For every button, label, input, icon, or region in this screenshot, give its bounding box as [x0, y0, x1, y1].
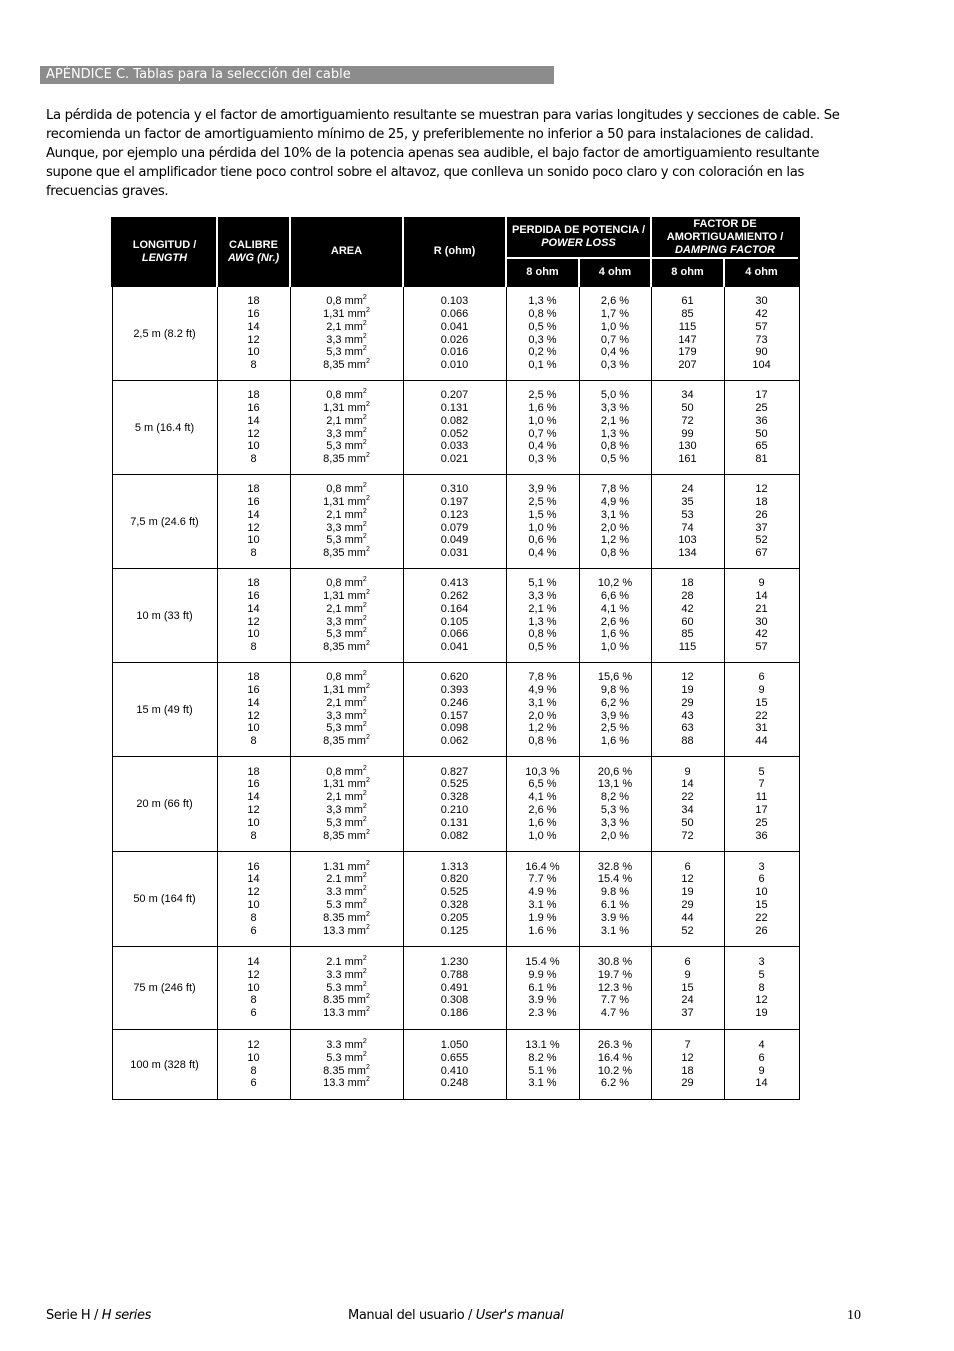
damping-4ohm-cell: 17 25 36 50 65 81: [724, 381, 799, 475]
damping-4ohm-cell: 6 9 15 22 31 44: [724, 663, 799, 757]
awg-cell: 18 16 14 12 10 8: [217, 663, 290, 757]
header-area: AREA: [290, 217, 403, 287]
table-row: [112, 1030, 799, 1100]
damping-4ohm-cell: 4 6 9 14: [724, 1030, 799, 1100]
resistance-cell: 0.413 0.262 0.164 0.105 0.066 0.041: [403, 569, 506, 663]
cable-selection-table: [111, 217, 800, 1100]
header-gauge: CALIBRE AWG (Nr.): [217, 217, 290, 287]
power-loss-4ohm-cell: 32.8 % 15.4 % 9.8 % 6.1 % 3.9 % 3.1 %: [579, 852, 651, 947]
awg-cell: 16 14 12 10 8 6: [217, 852, 290, 947]
damping-8ohm-cell: 34 50 72 99 130 161: [651, 381, 724, 475]
damping-8ohm-cell: 6 9 15 24 37: [651, 947, 724, 1030]
damping-4ohm-cell: 30 42 57 73 90 104: [724, 287, 799, 381]
power-loss-8ohm-cell: 15.4 % 9.9 % 6.1 % 3.9 % 2.3 %: [506, 947, 579, 1030]
table-body: [112, 287, 799, 1100]
length-cell: 2,5 m (8.2 ft): [112, 287, 217, 381]
area-cell: 3.3 $mm^2$ 5.3 $mm^2$ 8.35 $mm^2$ 13.3 $mm^2$: [290, 1030, 403, 1100]
area-cell: 1.31 $mm^2$ 2.1 $mm^2$ 3.3 $mm^2$ 5.3 $mm^2$ 8.35 $mm^2$ 13.3 $mm^2$: [290, 852, 403, 947]
power-loss-8ohm-cell: 1,3 % 0,8 % 0,5 % 0,3 % 0,2 % 0,1 %: [506, 287, 579, 381]
damping-8ohm-cell: 12 19 29 43 63 88: [651, 663, 724, 757]
intro-paragraph: La pérdida de potencia y el factor de amortiguamiento resultante se muestran para varias longitudes y secciones de cable. Se recomienda un factor de amortiguamiento mínimo de 25, y preferiblemente no inferior a 50 para instalaciones de calidad. Aunque, por ejemplo una pérdida del 10% de la potencia apenas sea audible, el bajo factor de amortiguamiento resultante supone que el amplificador tiene poco control sobre el altavoz, que conlleva un sonido poco claro y con coloración en las frecuencias graves.: [46, 108, 840, 199]
resistance-cell: 1.050 0.655 0.410 0.248: [403, 1030, 506, 1100]
damping-8ohm-cell: 7 12 18 29: [651, 1030, 724, 1100]
damping-8ohm-cell: 24 35 53 74 103 134: [651, 475, 724, 569]
damping-8ohm-cell: 18 28 42 60 85 115: [651, 569, 724, 663]
damping-4ohm-cell: 12 18 26 37 52 67: [724, 475, 799, 569]
power-loss-4ohm-cell: 20,6 % 13,1 % 8,2 % 5,3 % 3,3 % 2,0 %: [579, 757, 651, 852]
damping-8ohm-cell: 9 14 22 34 50 72: [651, 757, 724, 852]
area-cell: 0,8 $mm^2$ 1,31 $mm^2$ 2,1 $mm^2$ 3,3 $mm^2$ 5,3 $mm^2$ 8,35 $mm^2$: [290, 663, 403, 757]
section-title: APÉNDICE C. Tablas para la selección del cable: [40, 66, 554, 84]
table-row: [112, 287, 799, 381]
resistance-cell: 0.310 0.197 0.123 0.079 0.049 0.031: [403, 475, 506, 569]
resistance-cell: 0.827 0.525 0.328 0.210 0.131 0.082: [403, 757, 506, 852]
damping-4ohm-cell: 9 14 21 30 42 57: [724, 569, 799, 663]
power-loss-8ohm-cell: 2,5 % 1,6 % 1,0 % 0,7 % 0,4 % 0,3 %: [506, 381, 579, 475]
length-cell: 10 m (33 ft): [112, 569, 217, 663]
power-loss-4ohm-cell: 26.3 % 16.4 % 10.2 % 6.2 %: [579, 1030, 651, 1100]
table-row: [112, 663, 799, 757]
footer-manual: Manual del usuario / User's manual: [348, 1308, 564, 1323]
resistance-cell: 0.207 0.131 0.082 0.052 0.033 0.021: [403, 381, 506, 475]
area-cell: 0,8 $mm^2$ 1,31 $mm^2$ 2,1 $mm^2$ 3,3 $mm^2$ 5,3 $mm^2$ 8,35 $mm^2$: [290, 475, 403, 569]
length-cell: 20 m (66 ft): [112, 757, 217, 852]
power-loss-8ohm-cell: 3,9 % 2,5 % 1,5 % 1,0 % 0,6 % 0,4 %: [506, 475, 579, 569]
power-loss-4ohm-cell: 30.8 % 19.7 % 12.3 % 7.7 % 4.7 %: [579, 947, 651, 1030]
length-cell: 5 m (16.4 ft): [112, 381, 217, 475]
awg-cell: 18 16 14 12 10 8: [217, 287, 290, 381]
footer-series: Serie H / H series: [46, 1308, 151, 1323]
header-power-loss-4ohm: 4 ohm: [579, 258, 651, 287]
table-row: [112, 757, 799, 852]
area-cell: 0,8 $mm^2$ 1,31 $mm^2$ 2,1 $mm^2$ 3,3 $mm^2$ 5,3 $mm^2$ 8,35 $mm^2$: [290, 757, 403, 852]
header-resistance: R (ohm): [403, 217, 506, 287]
awg-cell: 14 12 10 8 6: [217, 947, 290, 1030]
power-loss-4ohm-cell: 2,6 % 1,7 % 1,0 % 0,7 % 0,4 % 0,3 %: [579, 287, 651, 381]
power-loss-4ohm-cell: 7,8 % 4,9 % 3,1 % 2,0 % 1,2 % 0,8 %: [579, 475, 651, 569]
length-cell: 75 m (246 ft): [112, 947, 217, 1030]
awg-cell: 18 16 14 12 10 8: [217, 381, 290, 475]
length-cell: 100 m (328 ft): [112, 1030, 217, 1100]
area-cell: 0,8 $mm^2$ 1,31 $mm^2$ 2,1 $mm^2$ 3,3 $mm^2$ 5,3 $mm^2$ 8,35 $mm^2$: [290, 381, 403, 475]
area-cell: 2.1 $mm^2$ 3.3 $mm^2$ 5.3 $mm^2$ 8.35 $mm^2$ 13.3 $mm^2$: [290, 947, 403, 1030]
power-loss-8ohm-cell: 16.4 % 7.7 % 4.9 % 3.1 % 1.9 % 1.6 %: [506, 852, 579, 947]
page-number: 10: [847, 1308, 861, 1323]
length-cell: 15 m (49 ft): [112, 663, 217, 757]
header-length: LONGITUD / LENGTH: [112, 217, 217, 287]
power-loss-8ohm-cell: 13.1 % 8.2 % 5.1 % 3.1 %: [506, 1030, 579, 1100]
table-row: [112, 569, 799, 663]
area-cell: 0,8 $mm^2$ 1,31 $mm^2$ 2,1 $mm^2$ 3,3 $mm^2$ 5,3 $mm^2$ 8,35 $mm^2$: [290, 287, 403, 381]
resistance-cell: 1.313 0.820 0.525 0.328 0.205 0.125: [403, 852, 506, 947]
awg-cell: 18 16 14 12 10 8: [217, 757, 290, 852]
header-damping-factor: FACTOR DE AMORTIGUAMIENTO / DAMPING FACTOR: [651, 217, 799, 258]
damping-8ohm-cell: 61 85 115 147 179 207: [651, 287, 724, 381]
length-cell: 7,5 m (24.6 ft): [112, 475, 217, 569]
damping-4ohm-cell: 3 5 8 12 19: [724, 947, 799, 1030]
header-power-loss-8ohm: 8 ohm: [506, 258, 579, 287]
awg-cell: 18 16 14 12 10 8: [217, 569, 290, 663]
table-row: [112, 947, 799, 1030]
power-loss-4ohm-cell: 15,6 % 9,8 % 6,2 % 3,9 % 2,5 % 1,6 %: [579, 663, 651, 757]
table-row: [112, 475, 799, 569]
power-loss-8ohm-cell: 10,3 % 6,5 % 4,1 % 2,6 % 1,6 % 1,0 %: [506, 757, 579, 852]
table-row: [112, 852, 799, 947]
power-loss-8ohm-cell: 5,1 % 3,3 % 2,1 % 1,3 % 0,8 % 0,5 %: [506, 569, 579, 663]
header-damping-8ohm: 8 ohm: [651, 258, 724, 287]
power-loss-8ohm-cell: 7,8 % 4,9 % 3,1 % 2,0 % 1,2 % 0,8 %: [506, 663, 579, 757]
resistance-cell: 1.230 0.788 0.491 0.308 0.186: [403, 947, 506, 1030]
power-loss-4ohm-cell: 10,2 % 6,6 % 4,1 % 2,6 % 1,6 % 1,0 %: [579, 569, 651, 663]
damping-8ohm-cell: 6 12 19 29 44 52: [651, 852, 724, 947]
damping-4ohm-cell: 5 7 11 17 25 36: [724, 757, 799, 852]
resistance-cell: 0.103 0.066 0.041 0.026 0.016 0.010: [403, 287, 506, 381]
length-cell: 50 m (164 ft): [112, 852, 217, 947]
awg-cell: 12 10 8 6: [217, 1030, 290, 1100]
header-damping-4ohm: 4 ohm: [724, 258, 799, 287]
table-row: [112, 381, 799, 475]
area-cell: 0,8 $mm^2$ 1,31 $mm^2$ 2,1 $mm^2$ 3,3 $mm^2$ 5,3 $mm^2$ 8,35 $mm^2$: [290, 569, 403, 663]
power-loss-4ohm-cell: 5,0 % 3,3 % 2,1 % 1,3 % 0,8 % 0,5 %: [579, 381, 651, 475]
header-power-loss: PERDIDA DE POTENCIA / POWER LOSS: [506, 217, 651, 258]
resistance-cell: 0.620 0.393 0.246 0.157 0.098 0.062: [403, 663, 506, 757]
awg-cell: 18 16 14 12 10 8: [217, 475, 290, 569]
damping-4ohm-cell: 3 6 10 15 22 26: [724, 852, 799, 947]
